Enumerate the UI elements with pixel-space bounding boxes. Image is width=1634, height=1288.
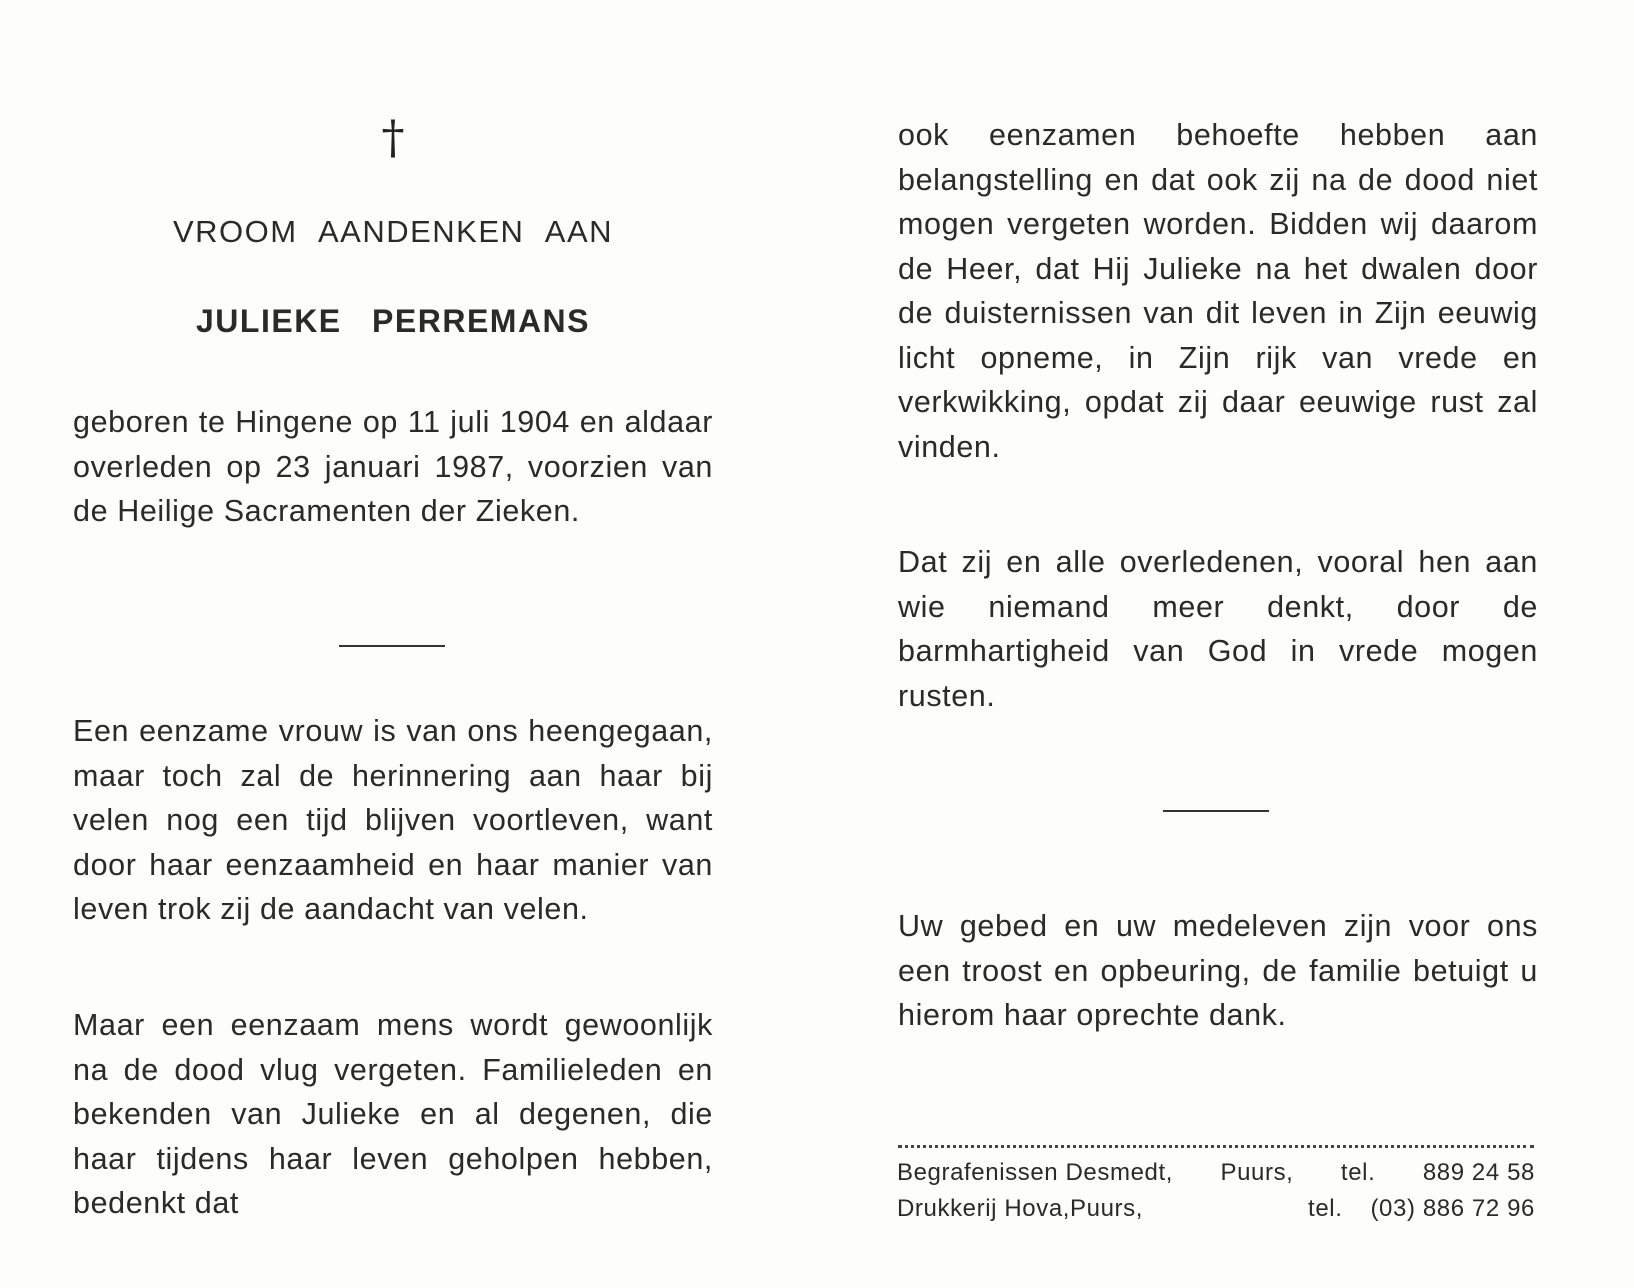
cross-icon: † [381, 110, 405, 164]
funeral-home-name: Begrafenissen Desmedt, [897, 1159, 1174, 1186]
remembrance-paragraph: Een eenzame vrouw is van ons heengegaan, maar toch zal de herinnering aan haar bij velen nog een tijd blijven voortleven, want door haar eenzaamheid en haar manier van leven trok zij de aandacht van velen. [73, 714, 713, 926]
funeral-home-tel-label: tel. [1340, 1159, 1376, 1186]
printer-line [897, 1193, 1535, 1225]
printer-name: Drukkerij Hova, [897, 1195, 1071, 1222]
memorial-heading: VROOM AANDENKEN AAN [172, 214, 614, 249]
printer-tel-label: tel. [1308, 1195, 1343, 1222]
divider-left [339, 645, 445, 647]
thanks-paragraph: Uw gebed en uw medeleven zijn voor ons een troost en opbeuring, de familie betuigt u hierom haar oprechte dank. [898, 909, 1538, 1032]
dotted-separator [898, 1145, 1534, 1148]
funeral-home-line [897, 1157, 1535, 1189]
rest-paragraph: Dat zij en alle overledenen, vooral hen aan wie niemand meer denkt, door de barmhartigheid van God in vrede mogen rusten. [898, 545, 1538, 713]
birth-death-paragraph: geboren te Hingene op 11 juli 1904 en aldaar overleden op 23 januari 1987, voorzien van de Heilige Sacramenten der Zieken. [73, 405, 713, 528]
forgotten-paragraph: Maar een eenzaam mens wordt gewoonlijk na de dood vlug vergeten. Familieleden en bekenden van Julieke en al degenen, die haar tijdens haar leven geholpen hebben, bedenkt dat [73, 1008, 713, 1220]
printer-gap [1143, 1193, 1308, 1225]
divider-right [1163, 810, 1269, 812]
deceased-name: JULIEKE PERREMANS [196, 303, 590, 339]
printer-place: Puurs, [1070, 1195, 1144, 1222]
printer-tel: (03) 886 72 96 [1370, 1195, 1535, 1222]
funeral-home-place: Puurs, [1220, 1159, 1294, 1186]
prayer-paragraph: ook eenzamen behoefte hebben aan belangstelling en dat ook zij na de dood niet mogen vergeten worden. Bidden wij daarom de Heer, dat Hij Julieke na het dwalen door de duisternissen van dit leven in Zijn eeuwig licht opneme, in Zijn rijk van vrede en verkwikking, opdat zij daar eeuwige rust zal vinden. [898, 118, 1538, 464]
funeral-home-tel: 889 24 58 [1422, 1159, 1535, 1186]
